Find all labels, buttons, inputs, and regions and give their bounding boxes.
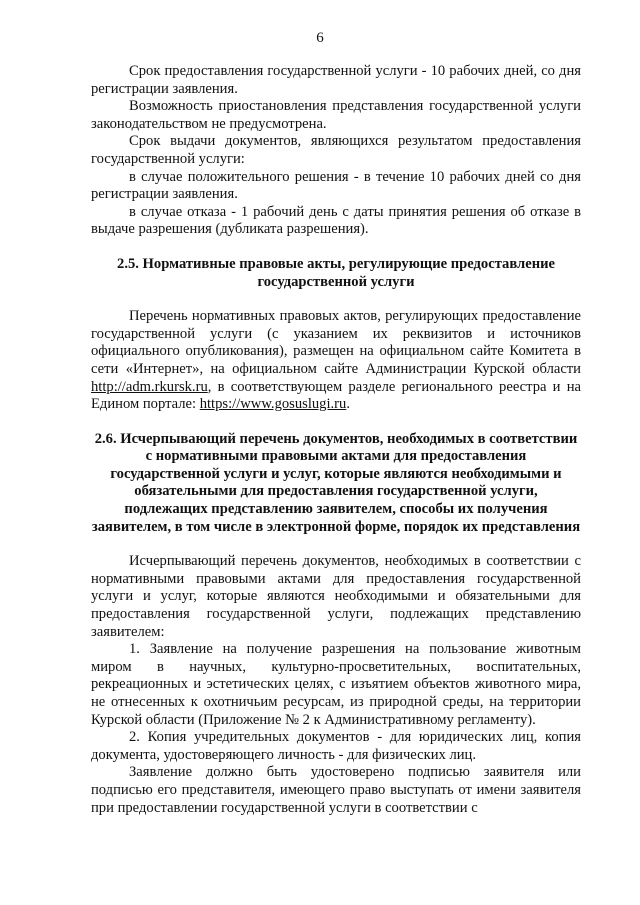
paragraph-text: , в соответствующем разделе регионального реестра и на Едином портале: (91, 378, 581, 413)
paragraph: Заявление должно быть удостоверено подписью заявителя или подписью его представителя, имеющего право выступать от имени заявителя при предоставлении государственной услуги в соответствии с (91, 764, 581, 816)
paragraph: Исчерпывающий перечень документов, необходимых в соответствии с нормативными правовыми актами для предоставления государственной услуги и услуг, которые являются необходимыми и обязательными для предоставления государственной услуги, подлежащих представлению заявителем: (91, 553, 581, 640)
list-item: 1. Заявление на получение разрешения на пользование животным миром в научных, культурно-просветительных, воспитательных, рекреационных и эстетических целях, с изъятием объектов животного мира, не отнесенных к охотничьим ресурсам, из природной среды, на территории Курской области (Приложение № 2 к Административному регламенту). (91, 641, 581, 728)
document-body (91, 63, 581, 817)
paragraph-text: . (346, 396, 350, 413)
paragraph: Возможность приостановления представления государственной услуги законодательством не предусмотрена. (91, 98, 581, 132)
section-heading-2-5: 2.5. Нормативные правовые акты, регулирующие предоставление государственной услуги (117, 255, 555, 290)
paragraph-text: Перечень нормативных правовых актов, регулирующих предоставление государственной услуги (с указанием их реквизитов и источников официального опубликования), размещен на официальном сайте Комитета в сети «Интернет», на официальном сайте Администрации Курской области (91, 308, 581, 377)
paragraph: в случае положительного решения - в течение 10 рабочих дней со дня регистрации заявления. (91, 168, 581, 203)
paragraph: Срок выдачи документов, являющихся результатом предоставления государственной услуги: (91, 133, 581, 167)
spacer (91, 239, 581, 256)
list-item: 2. Копия учредительных документов - для юридических лиц, копия документа, удостоверяющего личность - для физических лиц. (91, 729, 581, 763)
link-gosuslugi[interactable]: https://www.gosuslugi.ru (199, 396, 347, 413)
spacer (91, 414, 581, 431)
spacer (91, 291, 581, 308)
section-heading-2-6: 2.6. Исчерпывающий перечень документов, необходимых в соответствии с нормативными правовыми актами для предоставления государственной услуги и услуг, которые являются необходимыми и обязательными для предоставления государственной услуги, подлежащих представлению заявителем, способы их получения заявителем, в том числе в электронной форме, порядок их представления (91, 430, 581, 535)
page-number: 6 (316, 30, 324, 46)
paragraph-legal-acts (91, 308, 581, 414)
paragraph: Срок предоставления государственной услуги - 10 рабочих дней, со дня регистрации заявления. (91, 63, 581, 97)
spacer (91, 536, 581, 553)
paragraph: в случае отказа - 1 рабочий день с даты принятия решения об отказе в выдаче разрешения (дубликата разрешения). (91, 203, 581, 238)
link-adm-rkursk[interactable]: http://adm.rkursk.ru (91, 378, 208, 395)
